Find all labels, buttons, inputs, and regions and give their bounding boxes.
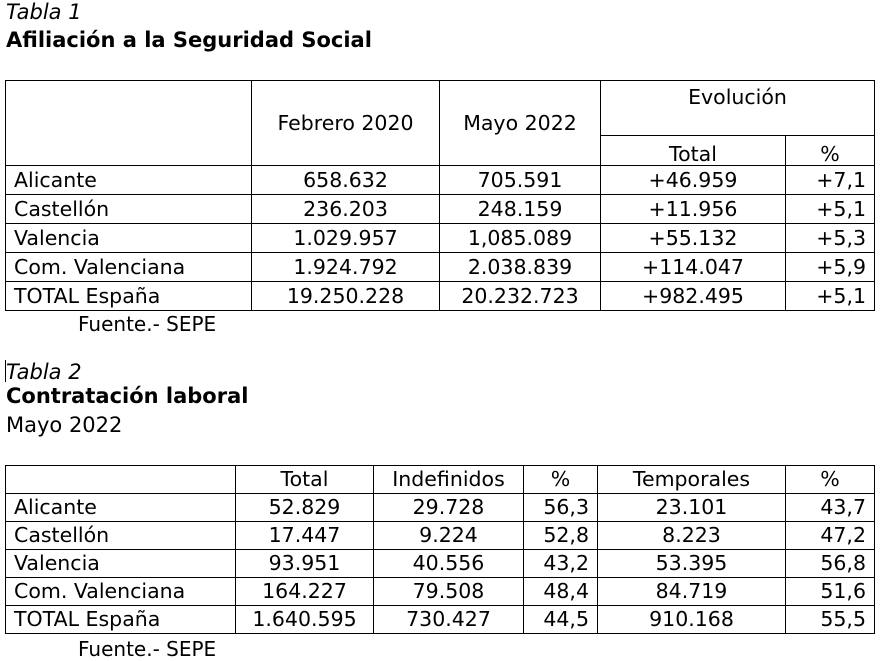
- table-cell: 53.395: [598, 550, 786, 578]
- table2-caption-line: [5, 360, 82, 383]
- table-cell: 56,8: [786, 550, 875, 578]
- table1-source: Fuente.- SEPE: [78, 312, 217, 336]
- table-cell: +5,1: [786, 282, 875, 311]
- table-cell: 55,5: [786, 606, 875, 634]
- table-cell: 1.640.595: [236, 606, 374, 634]
- table-cell: 52,8: [524, 522, 598, 550]
- table-cell: +11.956: [601, 195, 786, 224]
- table1-header-may2022: Mayo 2022: [440, 81, 601, 166]
- table-row: [6, 522, 875, 550]
- row-label: Com. Valenciana: [6, 578, 236, 606]
- table2-subtitle: Mayo 2022: [6, 413, 123, 437]
- table-row: [6, 166, 875, 195]
- table1-subheader-total: Total: [601, 136, 786, 166]
- table-cell: +5,9: [786, 253, 875, 282]
- table-row: [6, 253, 875, 282]
- table2-source: Fuente.- SEPE: [78, 637, 217, 661]
- table-cell: 23.101: [598, 494, 786, 522]
- table2-header-pct-indefinidos: %: [524, 466, 598, 494]
- table-cell: +5,3: [786, 224, 875, 253]
- table-cell: 29.728: [374, 494, 524, 522]
- table-cell: 1,085.089: [440, 224, 601, 253]
- row-label: Com. Valenciana: [6, 253, 252, 282]
- table-cell: +982.495: [601, 282, 786, 311]
- table-cell: 658.632: [252, 166, 440, 195]
- table-row: [6, 606, 875, 634]
- table-cell: 1.924.792: [252, 253, 440, 282]
- row-label: TOTAL España: [6, 282, 252, 311]
- table1-header-evolucion: Evolución: [601, 81, 875, 136]
- table-row: [6, 494, 875, 522]
- table-cell: +55.132: [601, 224, 786, 253]
- table-cell: 84.719: [598, 578, 786, 606]
- row-label: Alicante: [6, 494, 236, 522]
- table-row: [6, 550, 875, 578]
- table-cell: 79.508: [374, 578, 524, 606]
- table-cell: +7,1: [786, 166, 875, 195]
- table-cell: 51,6: [786, 578, 875, 606]
- table-cell: +46.959: [601, 166, 786, 195]
- row-label: Castellón: [6, 522, 236, 550]
- table-cell: 9.224: [374, 522, 524, 550]
- table2-caption: Tabla 2: [6, 360, 82, 384]
- table-cell: +114.047: [601, 253, 786, 282]
- table-cell: 52.829: [236, 494, 374, 522]
- table-cell: 56,3: [524, 494, 598, 522]
- table-cell: 48,4: [524, 578, 598, 606]
- table1-title: Afiliación a la Seguridad Social: [6, 28, 372, 52]
- table-cell: 248.159: [440, 195, 601, 224]
- table1-subheader-pct: %: [786, 136, 875, 166]
- table2-title: Contratación laboral: [6, 384, 249, 408]
- table-row: [6, 282, 875, 311]
- table-row: [6, 224, 875, 253]
- table1-header-feb2020: Febrero 2020: [252, 81, 440, 166]
- table-header-row: [6, 466, 875, 494]
- row-label: Valencia: [6, 550, 236, 578]
- table1: [5, 80, 875, 311]
- table-cell: 40.556: [374, 550, 524, 578]
- table2-corner-cell: [6, 466, 236, 494]
- table-cell: +5,1: [786, 195, 875, 224]
- table-cell: 44,5: [524, 606, 598, 634]
- row-label: Valencia: [6, 224, 252, 253]
- row-label: Alicante: [6, 166, 252, 195]
- table-cell: 43,7: [786, 494, 875, 522]
- table-cell: 43,2: [524, 550, 598, 578]
- table2-header-temporales: Temporales: [598, 466, 786, 494]
- table-cell: 8.223: [598, 522, 786, 550]
- table-cell: 17.447: [236, 522, 374, 550]
- table-cell: 1.029.957: [252, 224, 440, 253]
- table-cell: 164.227: [236, 578, 374, 606]
- table1-corner-cell: [6, 81, 252, 166]
- table-cell: 2.038.839: [440, 253, 601, 282]
- table-cell: 236.203: [252, 195, 440, 224]
- table2: [5, 465, 875, 634]
- row-label: TOTAL España: [6, 606, 236, 634]
- table1-caption: Tabla 1: [6, 0, 82, 24]
- table-cell: 93.951: [236, 550, 374, 578]
- table-row: [6, 195, 875, 224]
- table-cell: 705.591: [440, 166, 601, 195]
- table-row: [6, 578, 875, 606]
- table2-header-pct-temporales: %: [786, 466, 875, 494]
- table-cell: 730.427: [374, 606, 524, 634]
- table2-header-total: Total: [236, 466, 374, 494]
- table-cell: 20.232.723: [440, 282, 601, 311]
- table-cell: 910.168: [598, 606, 786, 634]
- table-cell: 47,2: [786, 522, 875, 550]
- table2-header-indefinidos: Indefinidos: [374, 466, 524, 494]
- row-label: Castellón: [6, 195, 252, 224]
- table-cell: 19.250.228: [252, 282, 440, 311]
